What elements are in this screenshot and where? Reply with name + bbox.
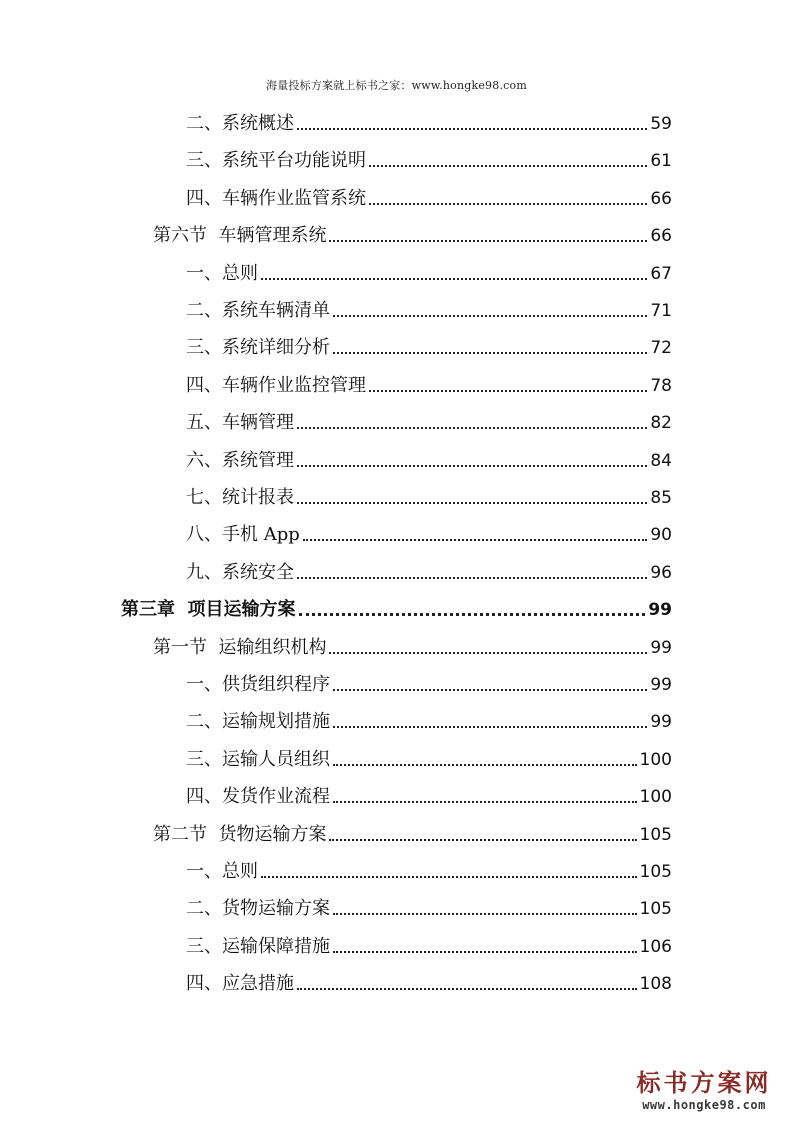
toc-dot-leader	[333, 725, 647, 728]
toc-entry-page: 67	[650, 263, 672, 284]
watermark-title: 标书方案网	[636, 1069, 772, 1097]
toc-entry-title: 二、系统概述	[186, 113, 294, 134]
toc-entry[interactable]	[186, 442, 672, 472]
toc-entry-title: 第一节 运输组织机构	[153, 636, 327, 658]
toc-entry-page: 72	[650, 338, 672, 359]
toc-entry[interactable]	[153, 217, 672, 247]
toc-entry[interactable]	[186, 142, 672, 172]
toc-entry[interactable]	[186, 367, 672, 397]
toc-entry-title: 四、车辆作业监控管理	[186, 374, 366, 396]
toc-entry-page: 100	[639, 749, 672, 770]
toc-entry[interactable]	[153, 629, 672, 659]
toc-entry-page: 85	[650, 488, 672, 508]
toc-entry[interactable]	[186, 778, 672, 808]
toc-entry-title: 八、手机 App	[186, 524, 300, 546]
toc-dot-leader	[329, 239, 647, 242]
toc-entry-page: 61	[650, 151, 672, 172]
toc-dot-leader	[333, 950, 637, 953]
toc-entry-title: 五、车辆管理	[186, 412, 294, 434]
toc-dot-leader	[333, 763, 637, 766]
toc-entry-title: 二、运输规划措施	[186, 711, 330, 733]
toc-entry-title: 一、供货组织程序	[186, 674, 330, 695]
toc-entry[interactable]	[186, 666, 672, 696]
toc-dot-leader	[297, 464, 647, 467]
toc-entry[interactable]	[186, 105, 672, 135]
watermark-url: www.hongke98.com	[642, 1098, 766, 1112]
toc-entry-title: 三、运输保障措施	[186, 935, 330, 957]
toc-dot-leader	[333, 912, 637, 915]
toc-entry-page: 59	[650, 114, 672, 134]
toc-entry-page: 99	[650, 675, 672, 695]
toc-entry[interactable]	[186, 329, 672, 359]
toc-entry-title: 九、系统安全	[186, 561, 294, 583]
toc-dot-leader	[369, 164, 647, 167]
toc-entry-page: 105	[639, 862, 672, 882]
toc-entry-title: 四、车辆作业监管系统	[186, 187, 366, 209]
toc-dot-leader	[297, 426, 647, 429]
toc-entry-title: 二、货物运输方案	[186, 898, 330, 920]
toc-entry-title: 四、发货作业流程	[186, 786, 330, 808]
toc-entry-page: 66	[650, 226, 672, 247]
toc-entry-page: 105	[639, 824, 672, 845]
toc-entry[interactable]	[186, 554, 672, 584]
toc-entry[interactable]	[186, 703, 672, 733]
toc-entry[interactable]	[186, 741, 672, 771]
toc-entry-page: 66	[650, 188, 672, 209]
toc-entry-page: 100	[639, 787, 672, 808]
toc-entry[interactable]	[186, 479, 672, 509]
toc-dot-leader	[333, 351, 647, 354]
toc-entry-page: 99	[648, 600, 672, 621]
toc-entry-page: 99	[650, 712, 672, 733]
toc-dot-leader	[333, 688, 647, 691]
toc-entry-title: 第六节 车辆管理系统	[153, 225, 327, 247]
toc-dot-leader	[369, 389, 647, 392]
toc-dot-leader	[333, 800, 637, 803]
toc-entry-page: 82	[650, 413, 672, 434]
toc-dot-leader	[297, 987, 637, 990]
toc-entry-page: 99	[650, 637, 672, 658]
toc-entry-title: 七、统计报表	[186, 487, 294, 508]
toc-entry-title: 第二节 货物运输方案	[153, 823, 327, 845]
toc-entry-page: 71	[650, 301, 672, 321]
toc-entry-page: 108	[639, 974, 672, 995]
toc-entry[interactable]	[186, 853, 672, 883]
toc-entry[interactable]	[186, 255, 672, 285]
toc-dot-leader	[329, 838, 636, 841]
toc-dot-leader	[303, 538, 648, 541]
toc-dot-leader	[369, 202, 647, 205]
watermark-logo	[629, 1068, 779, 1112]
toc-entry-title: 六、系统管理	[186, 449, 294, 471]
toc-entry[interactable]	[186, 965, 672, 995]
toc-entry[interactable]	[121, 591, 672, 621]
toc-entry[interactable]	[186, 180, 672, 210]
toc-entry[interactable]	[186, 928, 672, 958]
toc-entry-title: 一、总则	[186, 861, 258, 882]
toc-entry-page: 78	[650, 375, 672, 396]
toc-entry[interactable]	[153, 816, 672, 846]
toc-entry-title: 三、系统平台功能说明	[186, 150, 366, 172]
toc-entry[interactable]	[186, 404, 672, 434]
toc-entry-title: 二、系统车辆清单	[186, 300, 330, 321]
toc-dot-leader	[297, 576, 647, 579]
page-header: 海量投标方案就上标书之家：www.hongke98.com	[266, 79, 527, 92]
toc-dot-leader	[333, 314, 647, 317]
toc-dot-leader	[297, 501, 647, 504]
toc-entry-page: 84	[650, 450, 672, 471]
toc-dot-leader	[297, 127, 647, 130]
toc-entry-page: 96	[650, 562, 672, 583]
toc-dot-leader	[261, 875, 637, 878]
toc-entry[interactable]	[186, 516, 672, 546]
toc-entry-title: 三、系统详细分析	[186, 337, 330, 359]
toc-entry-page: 105	[639, 899, 672, 920]
toc-entry[interactable]	[186, 292, 672, 322]
toc-entry-title: 四、应急措施	[186, 973, 294, 995]
toc-entry-title: 第三章 项目运输方案	[121, 599, 296, 621]
toc-entry-page: 90	[650, 525, 672, 546]
toc-dot-leader	[329, 651, 647, 654]
toc-entry-title: 三、运输人员组织	[186, 748, 330, 770]
toc-entry-page: 106	[639, 936, 672, 957]
toc-entry-title: 一、总则	[186, 262, 258, 284]
toc-entry[interactable]	[186, 890, 672, 920]
toc-dot-leader	[299, 612, 646, 616]
toc-dot-leader	[261, 277, 647, 280]
